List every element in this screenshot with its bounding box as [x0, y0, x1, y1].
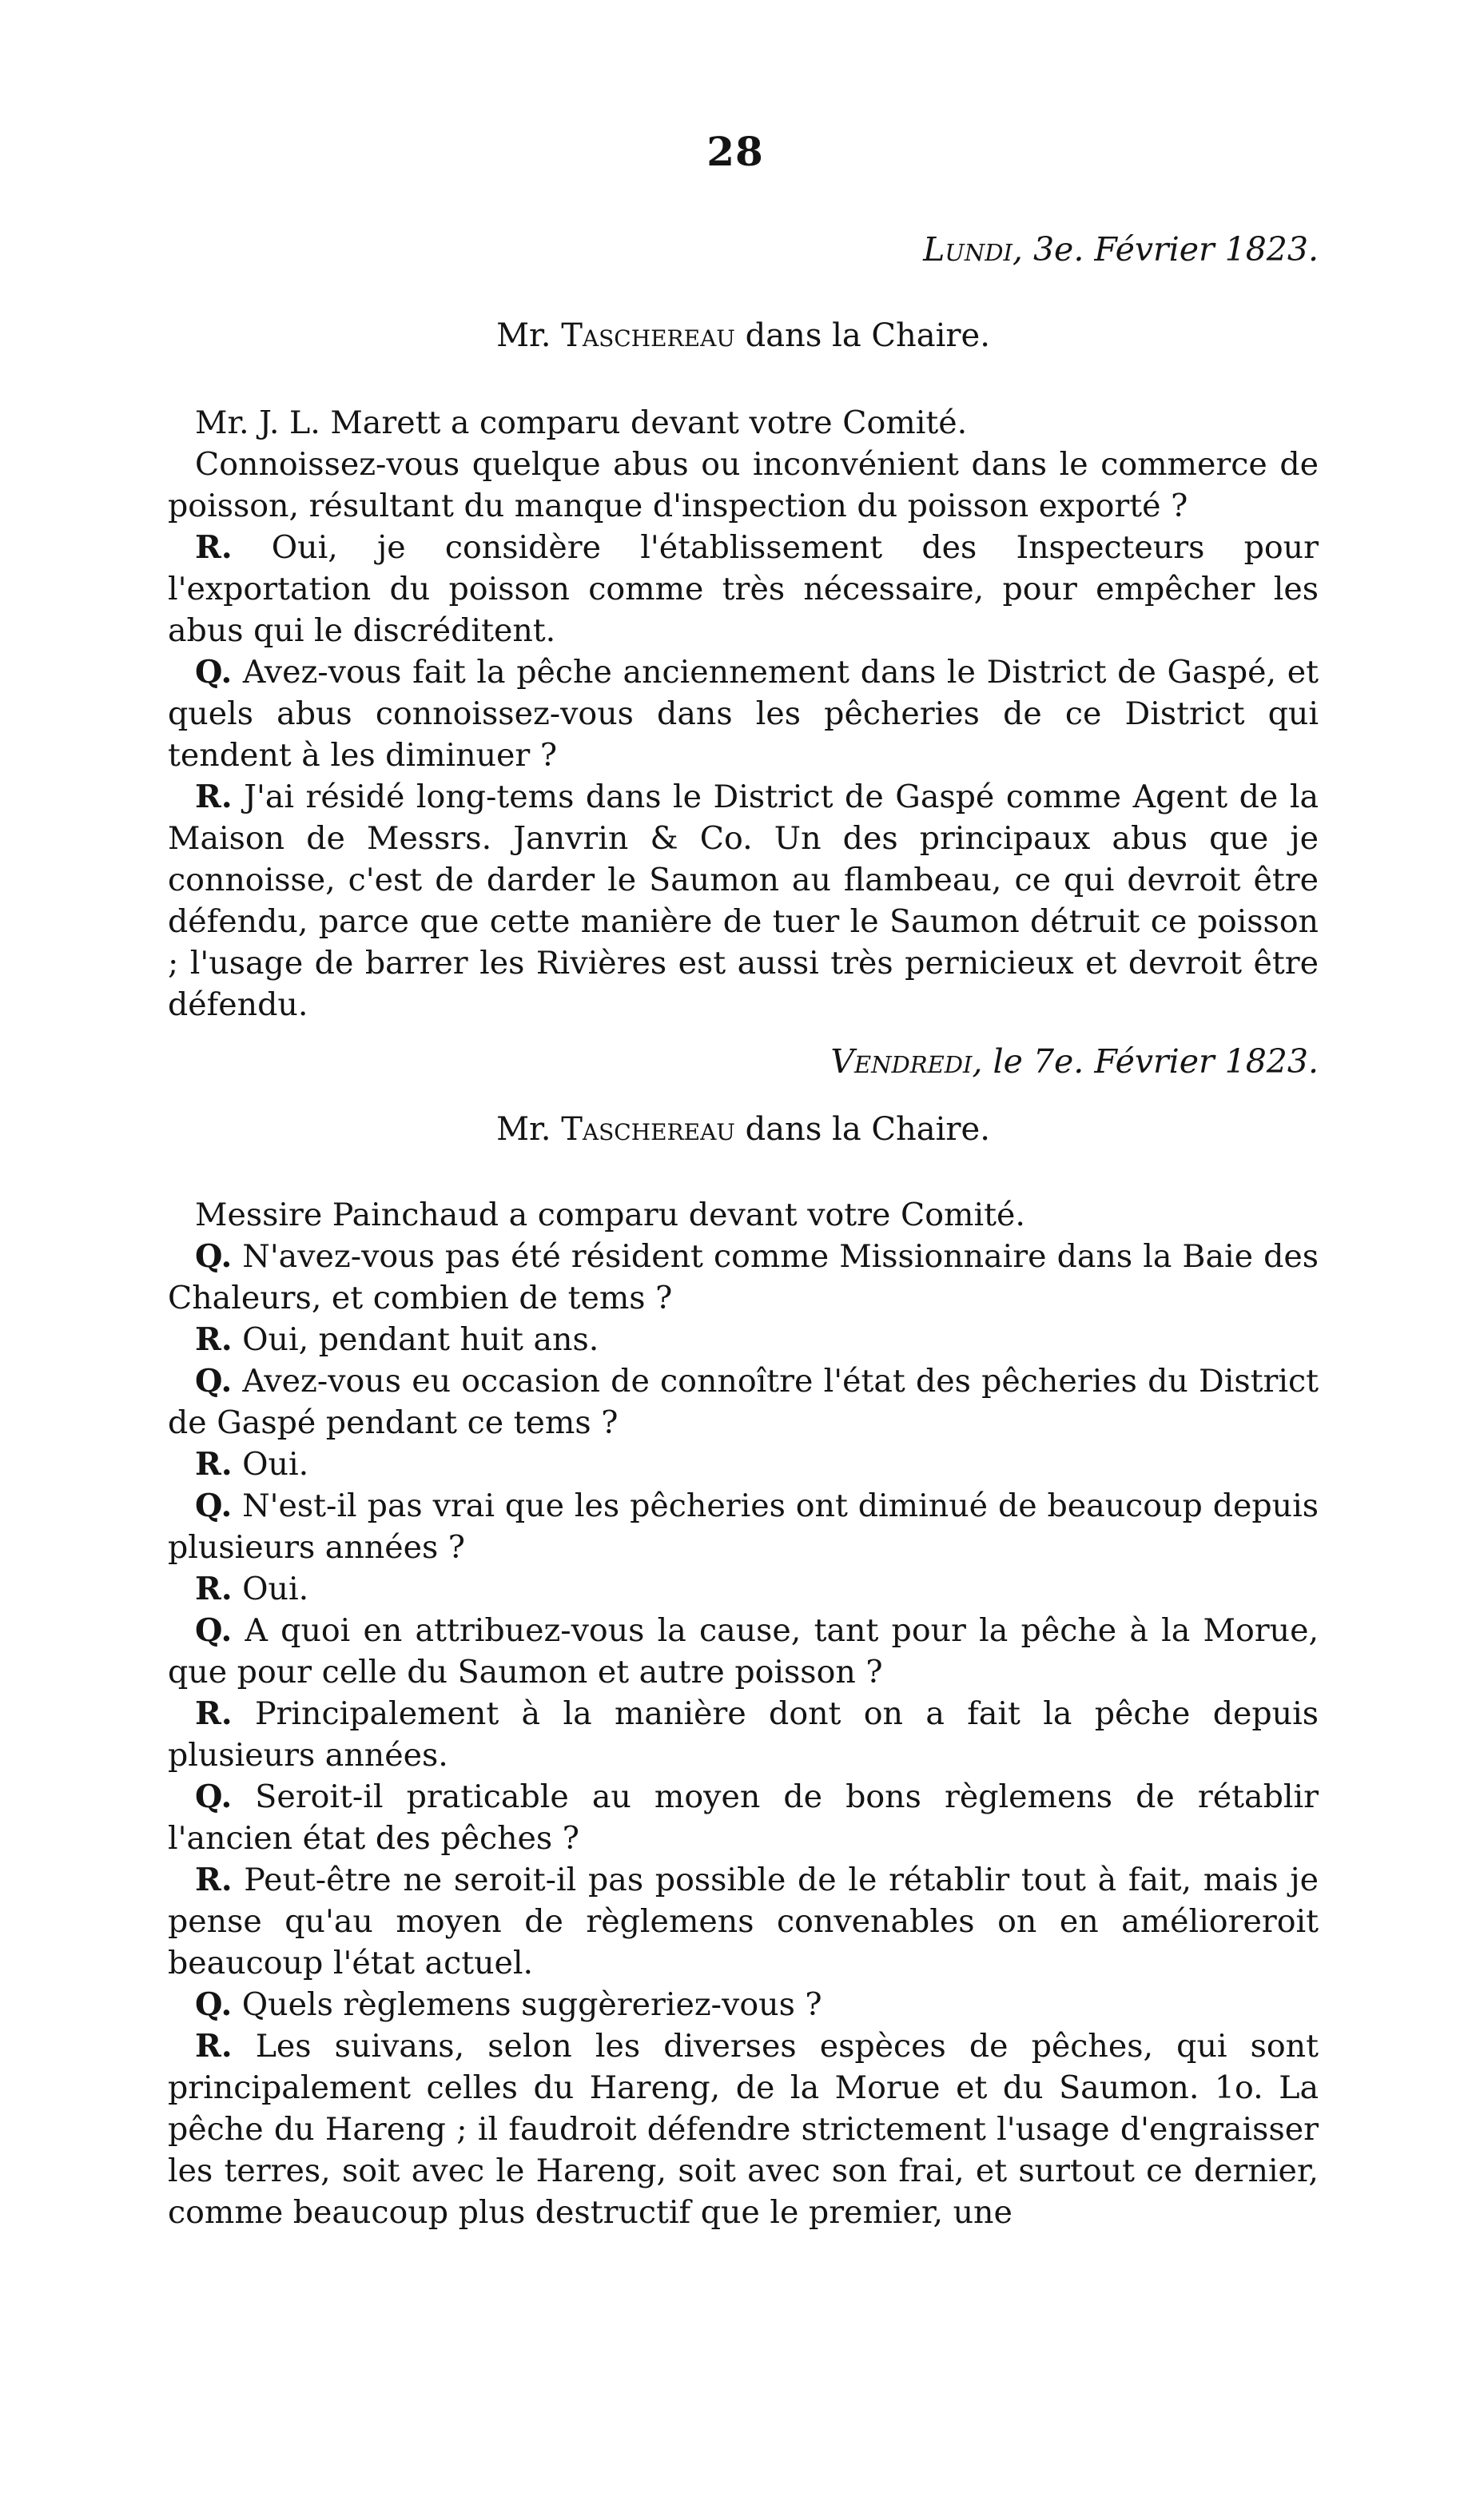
speaker-label: R. [195, 779, 233, 815]
paragraph-text: Oui. [232, 1571, 309, 1607]
paragraph-text: J'ai résidé long-tems dans le District de Gaspé comme Agent de la Maison de Messrs. Janvrin & Co. Un des principaux abus que je connoisse, c'est de darder le Saumon au flambeau, ce qui devroit être défendu, parce que cette manière de tuer le Saumon détruit ce poisson ; l'usage de barrer les Rivières est aussi très pernicieux et devroit être défendu. [168, 779, 1319, 1023]
speaker-label: R. [195, 529, 233, 566]
paragraph-text: Messire Painchaud a comparu devant votre Comité. [195, 1197, 1025, 1233]
paragraph [168, 1984, 1319, 2025]
paragraph [168, 1236, 1319, 1319]
paragraph-text: Principalement à la manière dont on a fait la pêche depuis plusieurs années. [168, 1695, 1319, 1774]
paragraph [168, 2025, 1319, 2233]
paragraph-text: Peut-être ne seroit-il pas possible de le rétablir tout à fait, mais je pense qu'au moyen de règlemens convenables on en amélioreroit beaucoup l'état actuel. [168, 1862, 1319, 1981]
session-1-date-day: Lundi [923, 230, 1013, 269]
session-2-date-rest: , le 7e. Février 1823. [972, 1042, 1319, 1081]
paragraph [168, 1568, 1319, 1610]
speaker-label: R. [195, 1446, 233, 1483]
session-2-chair-block [168, 1111, 1319, 1148]
paragraph-text: Oui. [232, 1446, 309, 1483]
paragraph [168, 1194, 1319, 1236]
session-2-date [168, 1042, 1319, 1081]
paragraph [168, 444, 1319, 527]
paragraph-text: Avez-vous eu occasion de connoître l'état des pêcheries du District de Gaspé pendant ce tems ? [168, 1363, 1319, 1441]
paragraph [168, 776, 1319, 1026]
paragraph [168, 1485, 1319, 1568]
paragraph-text: A quoi en attribuez-vous la cause, tant pour la pêche à la Morue, que pour celle du Saumon et autre poisson ? [168, 1612, 1319, 1691]
paragraph [168, 1610, 1319, 1693]
paragraph-text: Oui, je considère l'établissement des Inspecteurs pour l'exportation du poisson comme très nécessaire, pour empêcher les abus qui le discréditent. [168, 529, 1319, 649]
session-2-chair-suffix: dans la Chaire. [734, 1111, 990, 1148]
paragraph-text: N'avez-vous pas été résident comme Missionnaire dans la Baie des Chaleurs, et combien de tems ? [168, 1238, 1319, 1316]
speaker-label: Q. [195, 1778, 233, 1815]
session-2-chair [168, 1111, 1319, 1148]
speaker-label: Q. [195, 1363, 233, 1400]
session-2-chair-prefix: Mr. [496, 1111, 562, 1148]
paragraph-text: Les suivans, selon les diverses espèces de pêches, qui sont principalement celles du Hareng, de la Morue et du Saumon. 1o. La pêche du Hareng ; il faudroit défendre strictement l'usage d'engraisser les terres, soit avec le Hareng, soit avec son frai, et surtout ce dernier, comme beaucoup plus destructif que le premier, une [168, 2028, 1319, 2231]
paragraph-text: Oui, pendant huit ans. [232, 1321, 599, 1358]
paragraph-text: Connoissez-vous quelque abus ou inconvénient dans le commerce de poisson, résultant du manque d'inspection du poisson exporté ? [168, 446, 1319, 524]
speaker-label: R. [195, 1695, 233, 1732]
session-2-chair-name: Taschereau [561, 1111, 735, 1148]
session-1-chair-name: Taschereau [561, 317, 735, 354]
paragraph-text: Mr. J. L. Marett a comparu devant votre Comité. [195, 404, 968, 441]
speaker-label: R. [195, 1571, 233, 1607]
session-1-date-rest: , 3e. Février 1823. [1012, 230, 1319, 269]
paragraph-text: Avez-vous fait la pêche anciennement dans le District de Gaspé, et quels abus connoissez-vous dans les pêcheries de ce District qui tendent à les diminuer ? [168, 654, 1319, 774]
paragraph [168, 1444, 1319, 1485]
session-1-chair-block [168, 317, 1319, 354]
session-1-chair [168, 317, 1319, 354]
paragraph [168, 527, 1319, 651]
speaker-label: R. [195, 1862, 233, 1898]
session-2-header [168, 1042, 1319, 1081]
session-1-date [168, 230, 1319, 269]
paragraph [168, 1859, 1319, 1984]
session-2-body [168, 1194, 1319, 2233]
paragraph [168, 651, 1319, 776]
paragraph [168, 1360, 1319, 1444]
paragraph [168, 402, 1319, 444]
speaker-label: Q. [195, 1612, 233, 1649]
paragraph-text: N'est-il pas vrai que les pêcheries ont diminué de beaucoup depuis plusieurs années ? [168, 1487, 1319, 1566]
speaker-label: Q. [195, 1487, 233, 1524]
speaker-label: R. [195, 2028, 233, 2065]
session-1-body [168, 402, 1319, 1026]
paragraph-text: Quels règlemens suggèreriez-vous ? [232, 1986, 822, 2023]
session-1-header [168, 230, 1319, 269]
session-2-date-day: Vendredi [830, 1042, 973, 1081]
paragraph-text: Seroit-il praticable au moyen de bons règlemens de rétablir l'ancien état des pêches ? [168, 1778, 1319, 1857]
speaker-label: Q. [195, 654, 233, 691]
page-number: 28 [706, 128, 764, 175]
session-1-chair-prefix: Mr. [496, 317, 562, 354]
speaker-label: Q. [195, 1986, 233, 2023]
speaker-label: Q. [195, 1238, 233, 1275]
session-1-chair-suffix: dans la Chaire. [734, 317, 990, 354]
paragraph [168, 1319, 1319, 1360]
paragraph [168, 1776, 1319, 1859]
paragraph [168, 1693, 1319, 1776]
speaker-label: R. [195, 1321, 233, 1358]
